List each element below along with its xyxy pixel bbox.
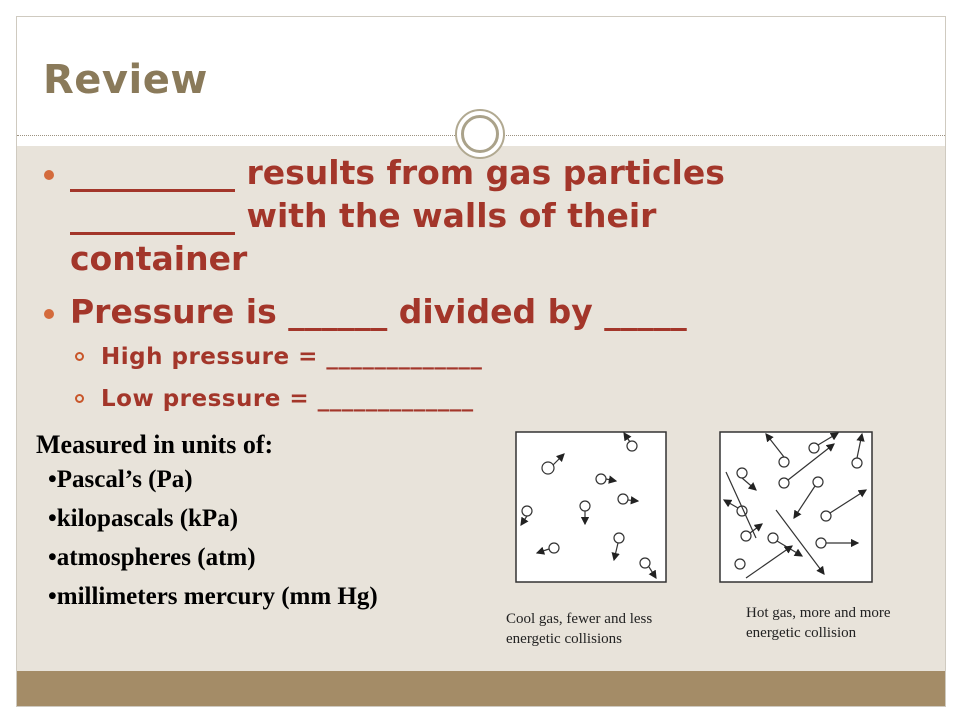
bullet-1-line-1: __________ results from gas particles [70, 153, 725, 192]
cool-gas-diagram [512, 428, 672, 586]
slide-title: Review [43, 57, 208, 103]
slide-footer-bar [17, 671, 945, 706]
sub-bullet-low-pressure: Low pressure = _____________ [101, 386, 474, 412]
cool-gas-caption-line-1: Cool gas, fewer and less [506, 611, 653, 627]
unit-item: •kilopascals (kPa) [48, 505, 239, 532]
decorative-circle-inner-icon [461, 115, 499, 153]
hot-gas-diagram [716, 428, 878, 586]
unit-item: •atmospheres (atm) [48, 544, 256, 571]
hot-gas-caption-line-2: energetic collision [746, 625, 857, 641]
sub-bullet-ring-icon [75, 352, 84, 361]
bullet-2-line-1: Pressure is ______ divided by _____ [70, 292, 687, 331]
bullet-dot-icon [44, 170, 54, 180]
sub-bullet-ring-icon [75, 394, 84, 403]
unit-item: •Pascal’s (Pa) [48, 466, 193, 493]
bullet-1-line-3: container [70, 239, 248, 278]
bullet-dot-icon [44, 309, 54, 319]
bullet-1-line-2: __________ with the walls of their [70, 196, 657, 235]
hot-gas-caption-line-1: Hot gas, more and more [746, 605, 891, 621]
sub-bullet-high-pressure: High pressure = _____________ [101, 344, 483, 370]
cool-gas-caption-line-2: energetic collisions [506, 631, 622, 647]
unit-item: •millimeters mercury (mm Hg) [48, 583, 378, 610]
measured-heading: Measured in units of: [36, 430, 274, 459]
